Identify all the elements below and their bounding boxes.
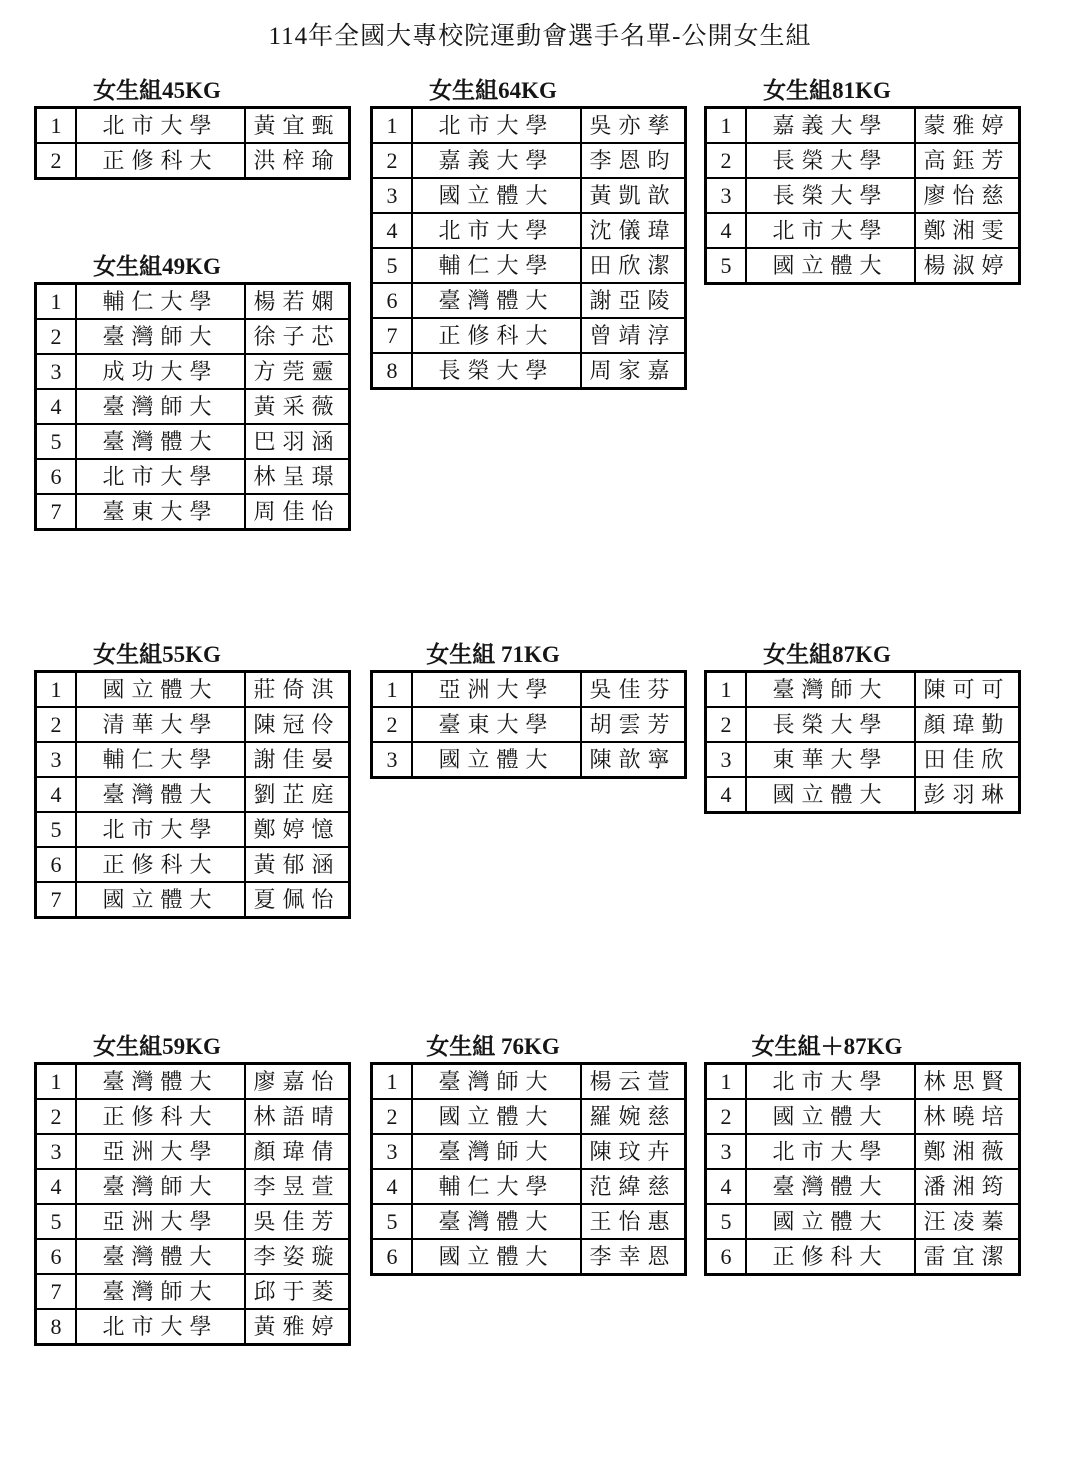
name-cell: 林呈璟 bbox=[245, 459, 350, 494]
school-cell: 臺灣師大 bbox=[746, 672, 915, 708]
name-cell: 曾靖淳 bbox=[581, 318, 686, 353]
school-cell: 國立體大 bbox=[746, 248, 915, 284]
athletes-table bbox=[370, 670, 687, 779]
school-cell: 臺灣師大 bbox=[76, 389, 245, 424]
athlete-row bbox=[372, 742, 686, 778]
name-cell: 周佳怡 bbox=[245, 494, 350, 530]
rank-cell: 4 bbox=[706, 1169, 747, 1204]
athlete-row bbox=[372, 283, 686, 318]
school-cell: 輔仁大學 bbox=[412, 248, 581, 283]
athlete-row bbox=[36, 777, 350, 812]
name-cell: 劉芷庭 bbox=[245, 777, 350, 812]
rank-cell: 1 bbox=[706, 672, 747, 708]
rank-cell: 7 bbox=[36, 1274, 77, 1309]
athlete-row bbox=[372, 143, 686, 178]
name-cell: 楊云萱 bbox=[581, 1064, 686, 1100]
weight-class-section-55kg bbox=[34, 642, 347, 919]
name-cell: 周家嘉 bbox=[581, 353, 686, 389]
school-cell: 嘉義大學 bbox=[412, 143, 581, 178]
weight-class-section-76kg bbox=[370, 1034, 683, 1276]
athlete-row bbox=[372, 248, 686, 283]
rank-cell: 3 bbox=[36, 1134, 77, 1169]
name-cell: 楊若嫻 bbox=[245, 284, 350, 320]
athlete-row bbox=[706, 777, 1020, 813]
name-cell: 廖怡慈 bbox=[915, 178, 1020, 213]
school-cell: 國立體大 bbox=[412, 742, 581, 778]
rank-cell: 2 bbox=[706, 143, 747, 178]
school-cell: 長榮大學 bbox=[746, 143, 915, 178]
name-cell: 李恩昀 bbox=[581, 143, 686, 178]
school-cell: 北市大學 bbox=[76, 108, 245, 144]
weight-class-section-64kg bbox=[370, 78, 683, 390]
name-cell: 陳可可 bbox=[915, 672, 1020, 708]
athlete-row bbox=[706, 213, 1020, 248]
athlete-row bbox=[706, 742, 1020, 777]
school-cell: 北市大學 bbox=[412, 108, 581, 144]
school-cell: 國立體大 bbox=[746, 1099, 915, 1134]
athlete-row bbox=[706, 248, 1020, 284]
athlete-row bbox=[36, 812, 350, 847]
athlete-row bbox=[36, 1239, 350, 1274]
weight-class-section-71kg bbox=[370, 642, 683, 779]
name-cell: 黃郁涵 bbox=[245, 847, 350, 882]
document-title: 114年全國大專校院運動會選手名單-公開女生組 bbox=[268, 23, 812, 50]
school-cell: 正修科大 bbox=[76, 847, 245, 882]
school-cell: 臺東大學 bbox=[76, 494, 245, 530]
name-cell: 田欣潔 bbox=[581, 248, 686, 283]
athlete-row bbox=[36, 389, 350, 424]
rank-cell: 7 bbox=[36, 494, 77, 530]
weight-class-title: 女生組＋87KG bbox=[751, 1034, 903, 1059]
rank-cell: 6 bbox=[36, 1239, 77, 1274]
athlete-row bbox=[36, 354, 350, 389]
athletes-table bbox=[704, 106, 1021, 285]
name-cell: 王怡惠 bbox=[581, 1204, 686, 1239]
name-cell: 吳佳芳 bbox=[245, 1204, 350, 1239]
rank-cell: 5 bbox=[372, 248, 413, 283]
school-cell: 正修科大 bbox=[76, 143, 245, 179]
school-cell: 亞洲大學 bbox=[412, 672, 581, 708]
rank-cell: 1 bbox=[36, 108, 77, 144]
name-cell: 沈儀瑋 bbox=[581, 213, 686, 248]
athlete-row bbox=[372, 707, 686, 742]
rank-cell: 1 bbox=[36, 672, 77, 708]
rank-cell: 5 bbox=[372, 1204, 413, 1239]
rank-cell: 1 bbox=[36, 284, 77, 320]
rank-cell: 2 bbox=[36, 319, 77, 354]
rank-cell: 5 bbox=[36, 424, 77, 459]
name-cell: 顏瑋勤 bbox=[915, 707, 1020, 742]
school-cell: 正修科大 bbox=[412, 318, 581, 353]
athlete-row bbox=[36, 319, 350, 354]
rank-cell: 4 bbox=[36, 389, 77, 424]
rank-cell: 2 bbox=[36, 707, 77, 742]
name-cell: 徐子芯 bbox=[245, 319, 350, 354]
rank-cell: 3 bbox=[706, 742, 747, 777]
rank-cell: 3 bbox=[36, 742, 77, 777]
school-cell: 輔仁大學 bbox=[76, 284, 245, 320]
school-cell: 臺灣體大 bbox=[76, 1239, 245, 1274]
school-cell: 長榮大學 bbox=[746, 707, 915, 742]
name-cell: 鄭婷憶 bbox=[245, 812, 350, 847]
athlete-row bbox=[706, 1169, 1020, 1204]
athlete-row bbox=[36, 742, 350, 777]
athletes-table bbox=[34, 282, 351, 531]
rank-cell: 1 bbox=[372, 108, 413, 144]
weight-class-title: 女生組64KG bbox=[429, 78, 557, 103]
rank-cell: 4 bbox=[372, 213, 413, 248]
athlete-row bbox=[372, 672, 686, 708]
rank-cell: 4 bbox=[372, 1169, 413, 1204]
name-cell: 黃宜甄 bbox=[245, 108, 350, 144]
school-cell: 國立體大 bbox=[746, 1204, 915, 1239]
rank-cell: 2 bbox=[36, 143, 77, 179]
rank-cell: 8 bbox=[372, 353, 413, 389]
athlete-row bbox=[36, 1309, 350, 1345]
rank-cell: 7 bbox=[36, 882, 77, 918]
name-cell: 黃雅婷 bbox=[245, 1309, 350, 1345]
school-cell: 輔仁大學 bbox=[76, 742, 245, 777]
athlete-row bbox=[706, 672, 1020, 708]
name-cell: 林語晴 bbox=[245, 1099, 350, 1134]
school-cell: 臺灣體大 bbox=[412, 283, 581, 318]
athlete-row bbox=[36, 1204, 350, 1239]
school-cell: 國立體大 bbox=[76, 672, 245, 708]
rank-cell: 4 bbox=[706, 213, 747, 248]
athlete-row bbox=[372, 178, 686, 213]
school-cell: 臺灣師大 bbox=[412, 1064, 581, 1100]
name-cell: 范緯慈 bbox=[581, 1169, 686, 1204]
rank-cell: 3 bbox=[372, 1134, 413, 1169]
name-cell: 陳玟卉 bbox=[581, 1134, 686, 1169]
weight-class-section-81kg bbox=[704, 78, 1017, 285]
athlete-row bbox=[372, 213, 686, 248]
athlete-row bbox=[706, 178, 1020, 213]
athlete-row bbox=[36, 882, 350, 918]
school-cell: 臺灣體大 bbox=[412, 1204, 581, 1239]
rank-cell: 6 bbox=[706, 1239, 747, 1275]
school-cell: 臺灣師大 bbox=[76, 1169, 245, 1204]
school-cell: 北市大學 bbox=[746, 213, 915, 248]
rank-cell: 5 bbox=[706, 1204, 747, 1239]
rank-cell: 3 bbox=[372, 742, 413, 778]
name-cell: 鄭湘薇 bbox=[915, 1134, 1020, 1169]
rank-cell: 3 bbox=[36, 354, 77, 389]
weight-class-title: 女生組 76KG bbox=[426, 1034, 560, 1059]
rank-cell: 5 bbox=[706, 248, 747, 284]
school-cell: 臺灣體大 bbox=[746, 1169, 915, 1204]
athletes-table bbox=[34, 106, 351, 180]
school-cell: 正修科大 bbox=[76, 1099, 245, 1134]
school-cell: 北市大學 bbox=[746, 1064, 915, 1100]
name-cell: 楊淑婷 bbox=[915, 248, 1020, 284]
weight-class-section-plus87kg bbox=[704, 1034, 1017, 1276]
athlete-row bbox=[372, 1064, 686, 1100]
name-cell: 胡雲芳 bbox=[581, 707, 686, 742]
athlete-row bbox=[36, 672, 350, 708]
name-cell: 方莞靈 bbox=[245, 354, 350, 389]
rank-cell: 6 bbox=[372, 283, 413, 318]
name-cell: 陳冠伶 bbox=[245, 707, 350, 742]
athlete-row bbox=[36, 1064, 350, 1100]
name-cell: 李幸恩 bbox=[581, 1239, 686, 1275]
name-cell: 高鈺芳 bbox=[915, 143, 1020, 178]
athlete-row bbox=[36, 1169, 350, 1204]
school-cell: 臺灣師大 bbox=[76, 1274, 245, 1309]
school-cell: 臺灣師大 bbox=[76, 319, 245, 354]
athlete-row bbox=[372, 1239, 686, 1275]
rank-cell: 1 bbox=[706, 1064, 747, 1100]
school-cell: 國立體大 bbox=[412, 1099, 581, 1134]
school-cell: 長榮大學 bbox=[412, 353, 581, 389]
name-cell: 李姿璇 bbox=[245, 1239, 350, 1274]
school-cell: 亞洲大學 bbox=[76, 1134, 245, 1169]
school-cell: 長榮大學 bbox=[746, 178, 915, 213]
athlete-row bbox=[372, 1099, 686, 1134]
school-cell: 嘉義大學 bbox=[746, 108, 915, 144]
weight-class-title: 女生組87KG bbox=[763, 642, 891, 667]
school-cell: 國立體大 bbox=[746, 777, 915, 813]
name-cell: 林思賢 bbox=[915, 1064, 1020, 1100]
weight-class-title: 女生組81KG bbox=[763, 78, 891, 103]
rank-cell: 3 bbox=[372, 178, 413, 213]
rank-cell: 1 bbox=[706, 108, 747, 144]
name-cell: 彭羽琳 bbox=[915, 777, 1020, 813]
athlete-row bbox=[706, 707, 1020, 742]
athlete-row bbox=[36, 1134, 350, 1169]
name-cell: 廖嘉怡 bbox=[245, 1064, 350, 1100]
athlete-row bbox=[372, 1204, 686, 1239]
athletes-table bbox=[34, 1062, 351, 1346]
rank-cell: 8 bbox=[36, 1309, 77, 1345]
rank-cell: 2 bbox=[706, 707, 747, 742]
rank-cell: 1 bbox=[372, 672, 413, 708]
rank-cell: 4 bbox=[36, 777, 77, 812]
athletes-table bbox=[704, 670, 1021, 814]
school-cell: 北市大學 bbox=[412, 213, 581, 248]
athlete-row bbox=[706, 108, 1020, 144]
rank-cell: 6 bbox=[372, 1239, 413, 1275]
name-cell: 吳佳芬 bbox=[581, 672, 686, 708]
rank-cell: 2 bbox=[372, 143, 413, 178]
name-cell: 潘湘筠 bbox=[915, 1169, 1020, 1204]
school-cell: 北市大學 bbox=[76, 459, 245, 494]
name-cell: 蒙雅婷 bbox=[915, 108, 1020, 144]
weight-class-title: 女生組 71KG bbox=[426, 642, 560, 667]
athlete-row bbox=[706, 1239, 1020, 1275]
name-cell: 謝佳晏 bbox=[245, 742, 350, 777]
school-cell: 北市大學 bbox=[76, 812, 245, 847]
rank-cell: 3 bbox=[706, 178, 747, 213]
weight-class-title: 女生組49KG bbox=[93, 254, 221, 279]
name-cell: 雷宜潔 bbox=[915, 1239, 1020, 1275]
school-cell: 臺灣師大 bbox=[412, 1134, 581, 1169]
athlete-row bbox=[36, 424, 350, 459]
athlete-row bbox=[36, 1099, 350, 1134]
rank-cell: 1 bbox=[372, 1064, 413, 1100]
name-cell: 洪梓瑜 bbox=[245, 143, 350, 179]
name-cell: 莊倚淇 bbox=[245, 672, 350, 708]
school-cell: 臺灣體大 bbox=[76, 424, 245, 459]
weight-class-section-49kg bbox=[34, 254, 347, 531]
athletes-table bbox=[704, 1062, 1021, 1276]
rank-cell: 6 bbox=[36, 459, 77, 494]
school-cell: 東華大學 bbox=[746, 742, 915, 777]
school-cell: 北市大學 bbox=[76, 1309, 245, 1345]
athlete-row bbox=[36, 847, 350, 882]
athlete-row bbox=[706, 1099, 1020, 1134]
name-cell: 謝亞陵 bbox=[581, 283, 686, 318]
weight-class-title: 女生組59KG bbox=[93, 1034, 221, 1059]
athlete-row bbox=[36, 459, 350, 494]
name-cell: 林曉培 bbox=[915, 1099, 1020, 1134]
athletes-table bbox=[370, 1062, 687, 1276]
athlete-row bbox=[36, 284, 350, 320]
athlete-row bbox=[372, 108, 686, 144]
name-cell: 黃凱歆 bbox=[581, 178, 686, 213]
name-cell: 顏瑋倩 bbox=[245, 1134, 350, 1169]
athlete-row bbox=[706, 1204, 1020, 1239]
athlete-row bbox=[706, 1134, 1020, 1169]
athlete-row bbox=[36, 494, 350, 530]
athlete-row bbox=[706, 1064, 1020, 1100]
rank-cell: 4 bbox=[706, 777, 747, 813]
name-cell: 黃采薇 bbox=[245, 389, 350, 424]
rank-cell: 2 bbox=[372, 1099, 413, 1134]
name-cell: 夏佩怡 bbox=[245, 882, 350, 918]
name-cell: 田佳欣 bbox=[915, 742, 1020, 777]
name-cell: 李昱萱 bbox=[245, 1169, 350, 1204]
rank-cell: 2 bbox=[36, 1099, 77, 1134]
school-cell: 正修科大 bbox=[746, 1239, 915, 1275]
name-cell: 鄭湘雯 bbox=[915, 213, 1020, 248]
name-cell: 巴羽涵 bbox=[245, 424, 350, 459]
name-cell: 汪凌蓁 bbox=[915, 1204, 1020, 1239]
weight-class-section-45kg bbox=[34, 78, 347, 180]
rank-cell: 7 bbox=[372, 318, 413, 353]
weight-class-section-87kg bbox=[704, 642, 1017, 814]
school-cell: 北市大學 bbox=[746, 1134, 915, 1169]
athlete-row bbox=[706, 143, 1020, 178]
school-cell: 成功大學 bbox=[76, 354, 245, 389]
weight-class-title: 女生組45KG bbox=[93, 78, 221, 103]
school-cell: 國立體大 bbox=[412, 178, 581, 213]
athlete-row bbox=[36, 143, 350, 179]
name-cell: 邱于菱 bbox=[245, 1274, 350, 1309]
athlete-row bbox=[372, 318, 686, 353]
rank-cell: 2 bbox=[706, 1099, 747, 1134]
athlete-row bbox=[36, 1274, 350, 1309]
rank-cell: 1 bbox=[36, 1064, 77, 1100]
school-cell: 臺灣體大 bbox=[76, 777, 245, 812]
school-cell: 亞洲大學 bbox=[76, 1204, 245, 1239]
athlete-row bbox=[372, 353, 686, 389]
athletes-table bbox=[34, 670, 351, 919]
weight-class-section-59kg bbox=[34, 1034, 347, 1346]
name-cell: 羅婉慈 bbox=[581, 1099, 686, 1134]
rank-cell: 5 bbox=[36, 1204, 77, 1239]
athletes-table bbox=[370, 106, 687, 390]
rank-cell: 5 bbox=[36, 812, 77, 847]
school-cell: 輔仁大學 bbox=[412, 1169, 581, 1204]
name-cell: 吳亦孳 bbox=[581, 108, 686, 144]
rank-cell: 6 bbox=[36, 847, 77, 882]
athlete-row bbox=[36, 707, 350, 742]
name-cell: 陳歆寧 bbox=[581, 742, 686, 778]
rank-cell: 4 bbox=[36, 1169, 77, 1204]
rank-cell: 3 bbox=[706, 1134, 747, 1169]
school-cell: 臺東大學 bbox=[412, 707, 581, 742]
weight-class-title: 女生組55KG bbox=[93, 642, 221, 667]
athlete-row bbox=[36, 108, 350, 144]
school-cell: 清華大學 bbox=[76, 707, 245, 742]
school-cell: 國立體大 bbox=[76, 882, 245, 918]
athlete-row bbox=[372, 1169, 686, 1204]
athlete-row bbox=[372, 1134, 686, 1169]
school-cell: 臺灣體大 bbox=[76, 1064, 245, 1100]
rank-cell: 2 bbox=[372, 707, 413, 742]
school-cell: 國立體大 bbox=[412, 1239, 581, 1275]
